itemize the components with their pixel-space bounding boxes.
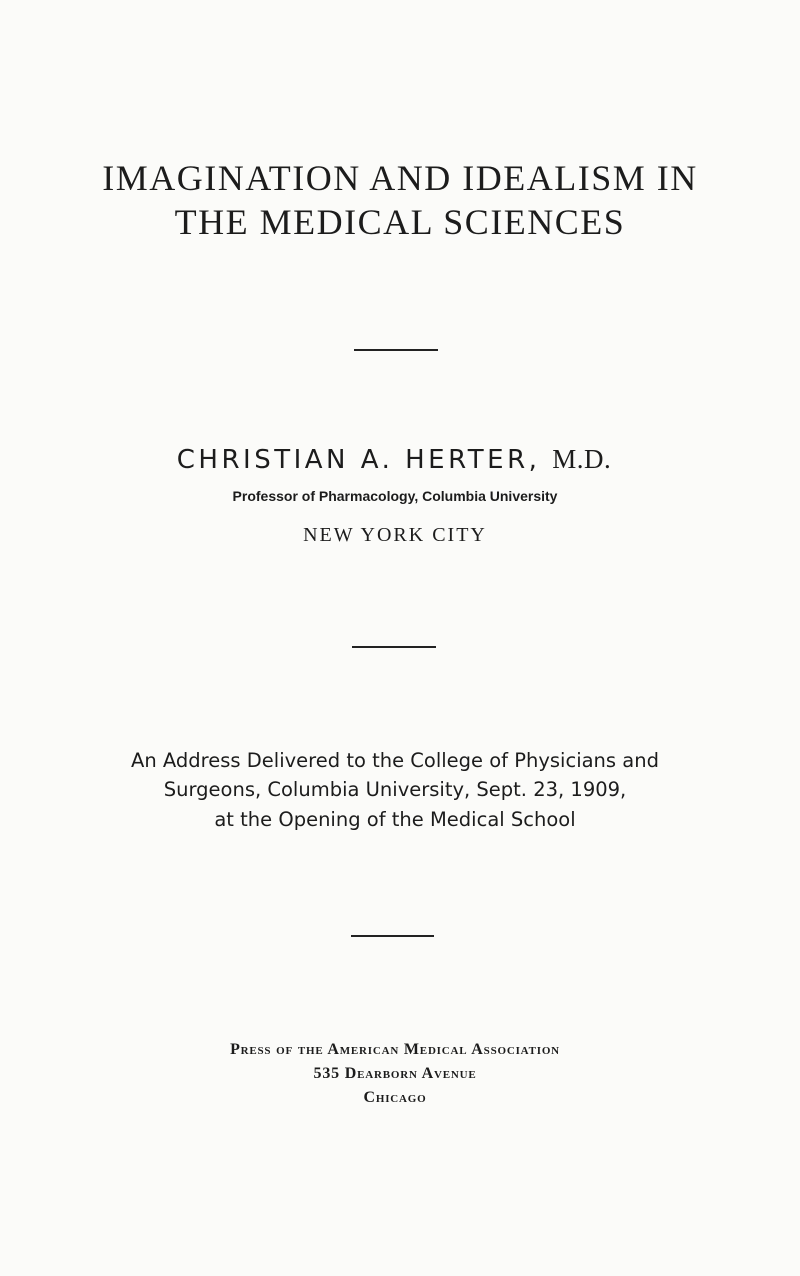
author-name-text: CHRISTIAN A. HERTER, — [176, 445, 541, 475]
author-degree: M.D. — [552, 444, 612, 474]
title-line-2: THE MEDICAL SCIENCES — [174, 202, 626, 242]
divider-2 — [352, 646, 436, 648]
imprint-city: Chicago — [363, 1089, 427, 1106]
author-city: NEW YORK CITY — [303, 524, 487, 546]
divider-3 — [351, 935, 434, 937]
author-position: Professor of Pharmacology, Columbia University — [232, 488, 558, 504]
imprint-publisher: Press of the American Medical Association — [230, 1041, 560, 1058]
address-line-1: An Address Delivered to the College of Physicians and — [131, 749, 659, 772]
author-name — [0, 444, 788, 475]
divider-1 — [354, 349, 438, 351]
imprint-street: 535 Dearborn Avenue — [313, 1065, 477, 1082]
title-line-1: IMAGINATION AND IDEALISM IN — [102, 158, 698, 198]
address-line-2: Surgeons, Columbia University, Sept. 23, 1909, — [163, 778, 627, 801]
address-line-3: at the Opening of the Medical School — [214, 808, 576, 831]
